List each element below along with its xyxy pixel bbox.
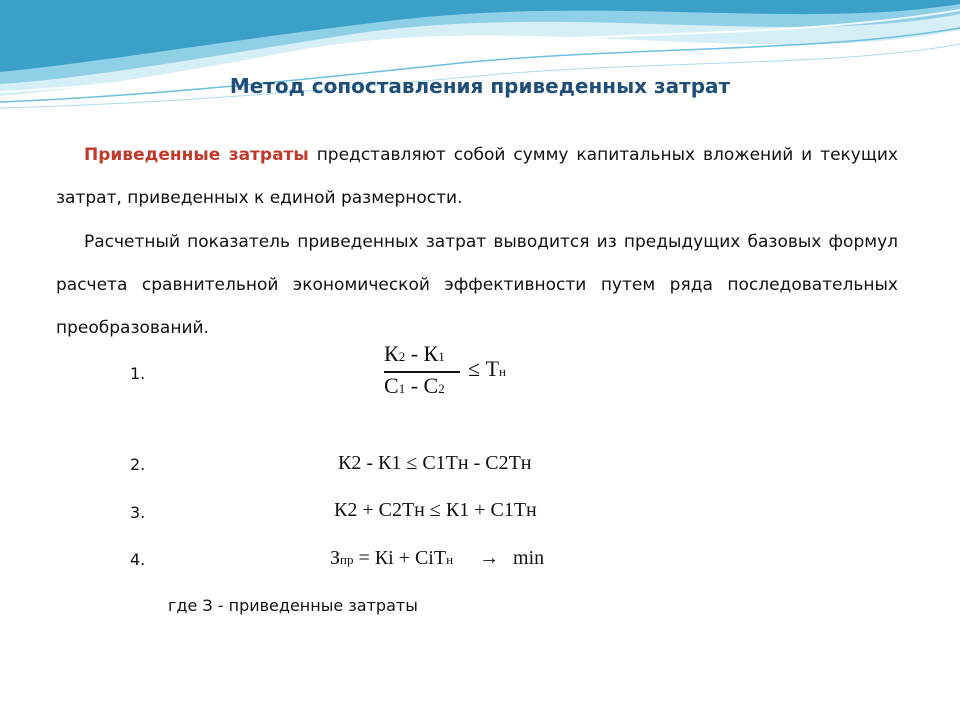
highlight-term: Приведенные затраты: [84, 145, 309, 165]
formula-4-number: 4.: [130, 550, 146, 569]
formula-1-relation: ≤ Тн: [468, 356, 506, 381]
definition-paragraph: [56, 134, 898, 220]
formula-3-number: 3.: [130, 503, 146, 522]
slide-title: Метод сопоставления приведенных затрат: [229, 74, 731, 98]
formula-1-number: 1.: [130, 364, 146, 383]
header-wave-decoration: [0, 0, 960, 120]
legend-note: где З - приведенные затраты: [168, 596, 418, 615]
derivation-paragraph: Расчетный показатель приведенных затрат выводится из предыдущих базовых формул расчета сравнительной экономической эффективности путем ряда последовательных преобразований.: [56, 232, 898, 338]
formula-2-number: 2.: [130, 455, 146, 474]
formula-3: К2 + С2Тн ≤ К1 + С1Тн: [334, 499, 537, 521]
fraction-numerator: К2 - К1: [384, 341, 445, 366]
definition-text: представляют собой сумму капитальных вложений и текущих затрат, приведенных к единой размерности.: [56, 145, 898, 208]
formula-1-fraction: [384, 342, 460, 401]
formula-2: К2 - К1 ≤ С1Тн - С2Тн: [338, 452, 532, 474]
arrow-icon: →: [479, 547, 500, 569]
fraction-denominator: С1 - С2: [384, 373, 445, 398]
formula-4: Зпр = Кi + СiТн → min: [330, 547, 545, 569]
